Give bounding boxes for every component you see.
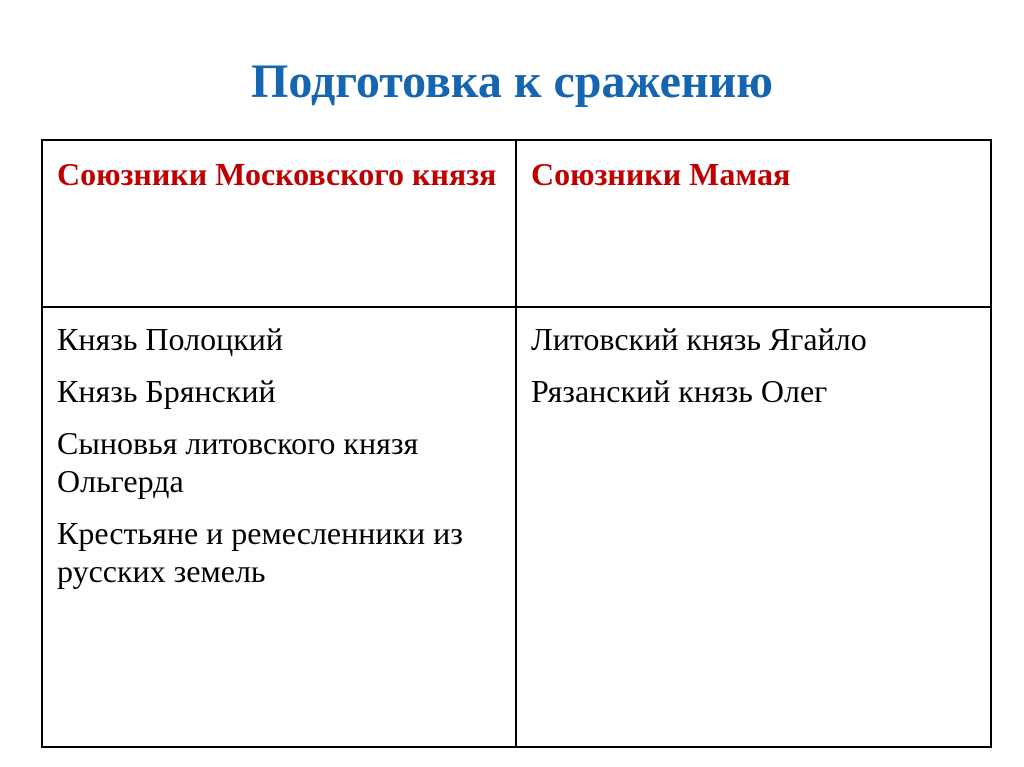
table-body-row (42, 307, 991, 747)
list-item: Князь Брянский (57, 373, 276, 409)
mamai-allies-list (531, 320, 976, 410)
allies-table (41, 139, 992, 748)
list-item: Рязанский князь Олег (531, 373, 828, 409)
moscow-allies-list (57, 320, 501, 590)
mamai-allies-cell (516, 307, 991, 747)
list-item: Литовский князь Ягайло (531, 321, 867, 357)
slide-title: Подготовка к сражению (251, 55, 773, 108)
list-item: Князь Полоцкий (57, 321, 283, 357)
table-header-row (42, 140, 991, 307)
header-mamai-allies: Союзники Мамая (516, 140, 991, 307)
list-item: Крестьяне и ремесленники из русских земель (57, 515, 463, 589)
header-moscow-allies: Союзники Московского князя (42, 140, 516, 307)
list-item: Сыновья литовского князя Ольгерда (57, 425, 419, 499)
moscow-allies-cell (42, 307, 516, 747)
